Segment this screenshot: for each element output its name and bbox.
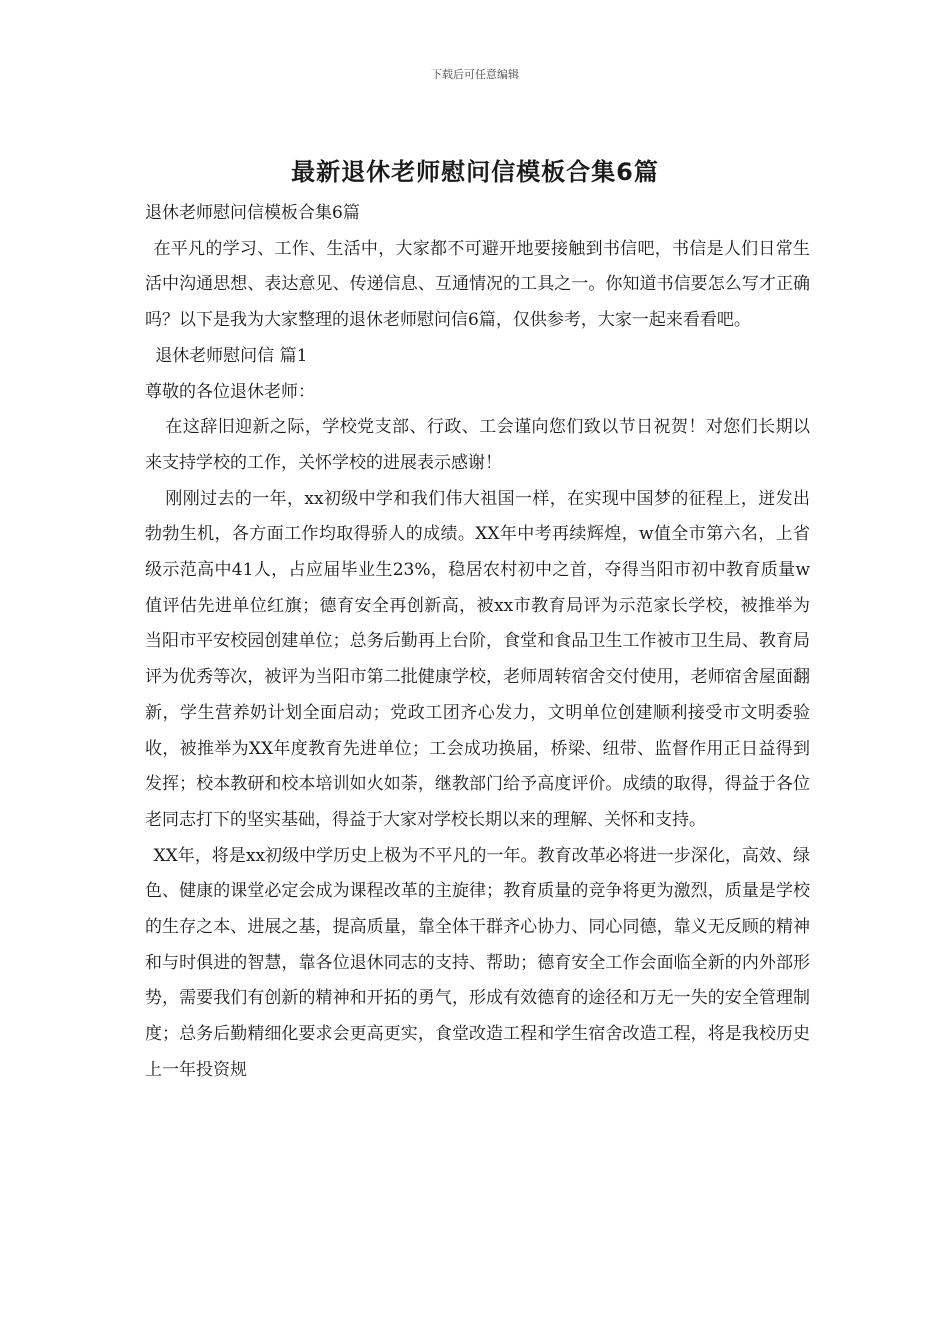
salutation: 尊敬的各位退休老师： — [145, 381, 315, 402]
section-heading: 退休老师慰问信 篇1 — [155, 345, 308, 366]
header-note: 下载后可任意编辑 — [431, 68, 519, 81]
body-paragraph: 刚刚过去的一年，xx初级中学和我们伟大祖国一样，在实现中国梦的征程上，迸发出勃勃生机，各方面工作均取得骄人的成绩。XX年中考再续辉煌，w值全市第六名，上省级示范高中41人，占应届毕业生23%，稳居农村初中之首，夺得当阳市初中教育质量w值评估先进单位红旗；德育安全再创新高，被xx市教育局评为示范家长学校，被推举为当阳市平安校园创建单位；总务后勤再上台阶，食堂和食品卫生工作被市卫生局、教育局评为优秀等次，被评为当阳市第二批健康学校，老师周转宿舍交付使用，老师宿舍屋面翻新，学生营养奶计划全面启动；党政工团齐心发力，文明单位创建顺利接受市文明委验收，被推举为XX年度教育先进单位；工会成功换届，桥梁、纽带、监督作用正日益得到发挥；校本教研和校本培训如火如荼，继教部门给予高度评价。成绩的取得，得益于各位老同志打下的坚实基础，得益于大家对学校长期以来的理解、关怀和支持。 — [145, 488, 810, 830]
subtitle-paragraph: 退休老师慰问信模板合集6篇 — [145, 203, 360, 223]
document-body — [145, 196, 810, 1089]
intro-paragraph: 在平凡的学习、工作、生活中，大家都不可避开地要接触到书信吧，书信是人们日常生活中沟通思想、表达意见、传递信息、互通情况的工具之一。你知道书信要怎么写才正确吗？以下是我为大家整理的退休老师慰问信6篇，仅供参考，大家一起来看看吧。 — [145, 238, 810, 331]
body-paragraph: 在这辞旧迎新之际，学校党支部、行政、工会谨向您们致以节日祝贺！对您们长期以来支持学校的工作，关怀学校的进展表示感谢！ — [145, 417, 810, 473]
document-title: 最新退休老师慰问信模板合集6篇 — [291, 158, 659, 186]
body-paragraph: XX年，将是xx初级中学历史上极为不平凡的一年。教育改革必将进一步深化，高效、绿色、健康的课堂必定会成为课程改革的主旋律；教育质量的竞争将更为激烈，质量是学校的生存之本、进展之基，提高质量，靠全体干群齐心协力、同心同德，靠义无反顾的精神和与时俱进的智慧，靠各位退休同志的支持、帮助；德育安全工作会面临全新的内外部形势，需要我们有创新的精神和开拓的勇气，形成有效德育的途径和万无一失的安全管理制度；总务后勤精细化要求会更高更实，食堂改造工程和学生宿舍改造工程，将是我校历史上一年投资规 — [145, 845, 810, 1080]
